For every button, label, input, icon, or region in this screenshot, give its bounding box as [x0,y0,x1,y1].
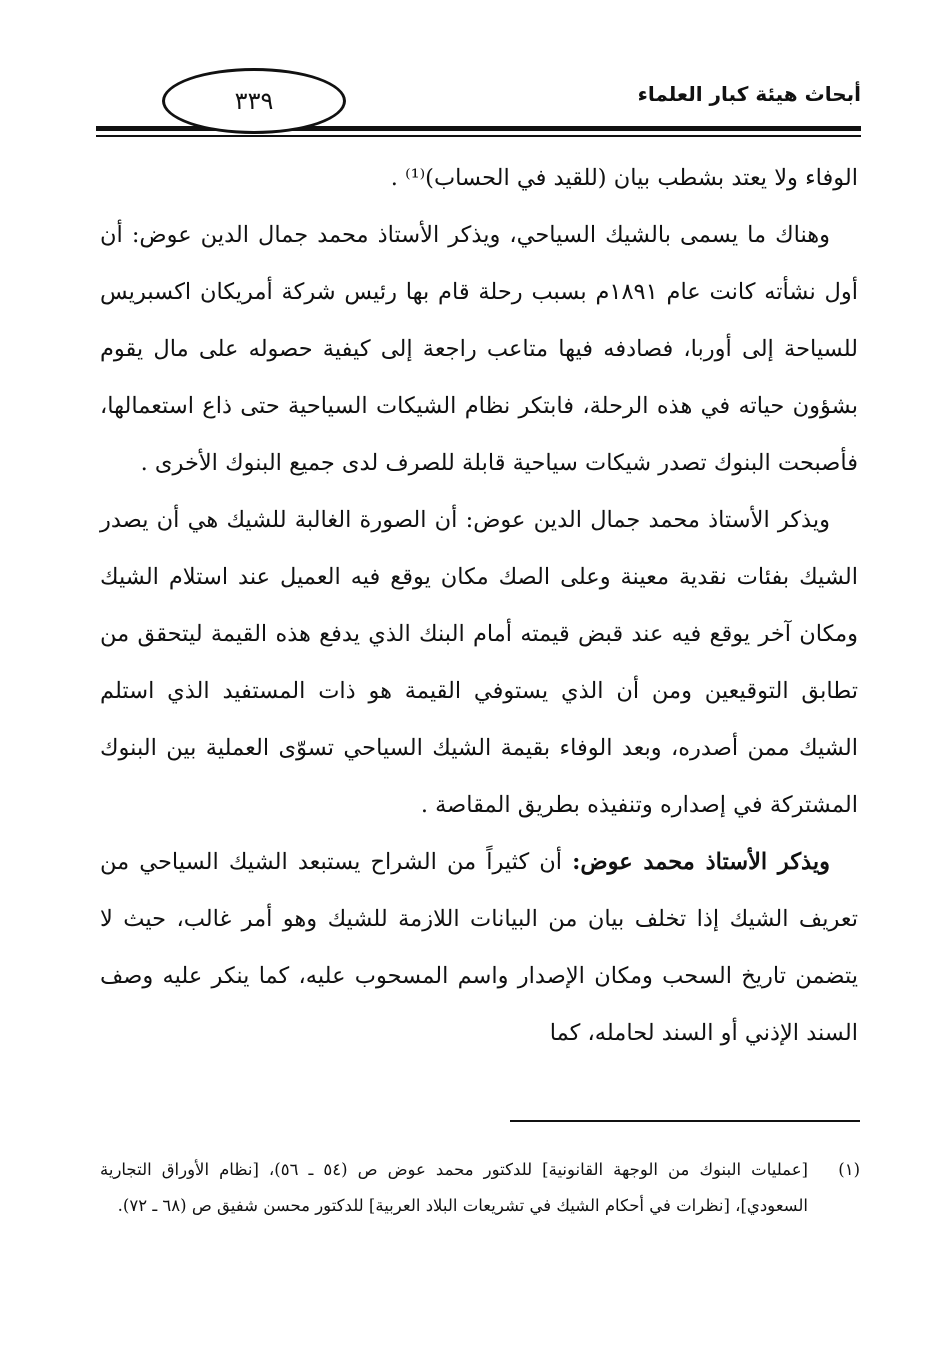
footnote [100,1152,860,1224]
paragraph-4-rest: أن كثيراً من الشراح يستبعد الشيك السياحي من تعريف الشيك إذا تخلف بيان من البيانات اللازمة للشيك وهو أمر غالب، حيث لا يتضمن تاريخ السحب ومكان الإصدار واسم المسحوب عليه، كما ينكر عليه وصف السند الإذني أو السند لحامله، كما [100,849,858,1046]
body-text [100,150,858,1062]
paragraph-4 [100,834,858,1062]
paragraph-4-lead: ويذكر الأستاذ محمد عوض: [572,849,830,875]
page-header [96,68,861,140]
footnote-separator [510,1120,860,1122]
footnote-marker: (١) [838,1160,860,1179]
footnote-text: [عمليات البنوك من الوجهة القانونية] للدكتور محمد عوض ص (٥٤ ـ ٥٦)، [نظام الأوراق التجارية السعودي]، [نظرات في أحكام الشيك في تشريعات البلاد العربية] للدكتور محسن شفيق ص (٦٨ ـ ٧٢). [100,1160,808,1215]
page-number: ٣٣٩ [162,68,346,134]
header-rule-thin [96,135,861,137]
paragraph-2: وهناك ما يسمى بالشيك السياحي، ويذكر الأستاذ محمد جمال الدين عوض: أن أول نشأته كانت عام ١٨٩١م بسبب رحلة قام بها رئيس شركة أمريكان اكسبريس للسياحة إلى أوربا، فصادفه فيها متاعب راجعة إلى كيفية حصوله على مال يقوم بشؤون حياته في هذه الرحلة، فابتكر نظام الشيكات السياحية حتى ذاع استعمالها، فأصبحت البنوك تصدر شيكات سياحية قابلة للصرف لدى جميع البنوك الأخرى . [100,222,858,476]
paragraph-3: ويذكر الأستاذ محمد جمال الدين عوض: أن الصورة الغالبة للشيك هي أن يصدر الشيك بفئات نقدية معينة وعلى الصك مكان يوقع فيه العميل عند استلام الشيك ومكان آخر يوقع فيه عند قبض قيمته أمام البنك الذي يدفع هذه القيمة ليتحقق من تطابق التوقيعين ومن أن الذي يستوفي القيمة هو ذات المستفيد الذي استلم الشيك ممن أصدره، وبعد الوفاء بقيمة الشيك السياحي تسوّى العملية بين البنوك المشتركة في إصداره وتنفيذه بطريق المقاصة . [100,507,858,818]
book-title: أبحاث هيئة كبار العلماء [637,82,861,106]
paragraph-1: الوفاء ولا يعتد بشطب بيان (للقيد في الحساب)⁽¹⁾ . [390,165,858,191]
